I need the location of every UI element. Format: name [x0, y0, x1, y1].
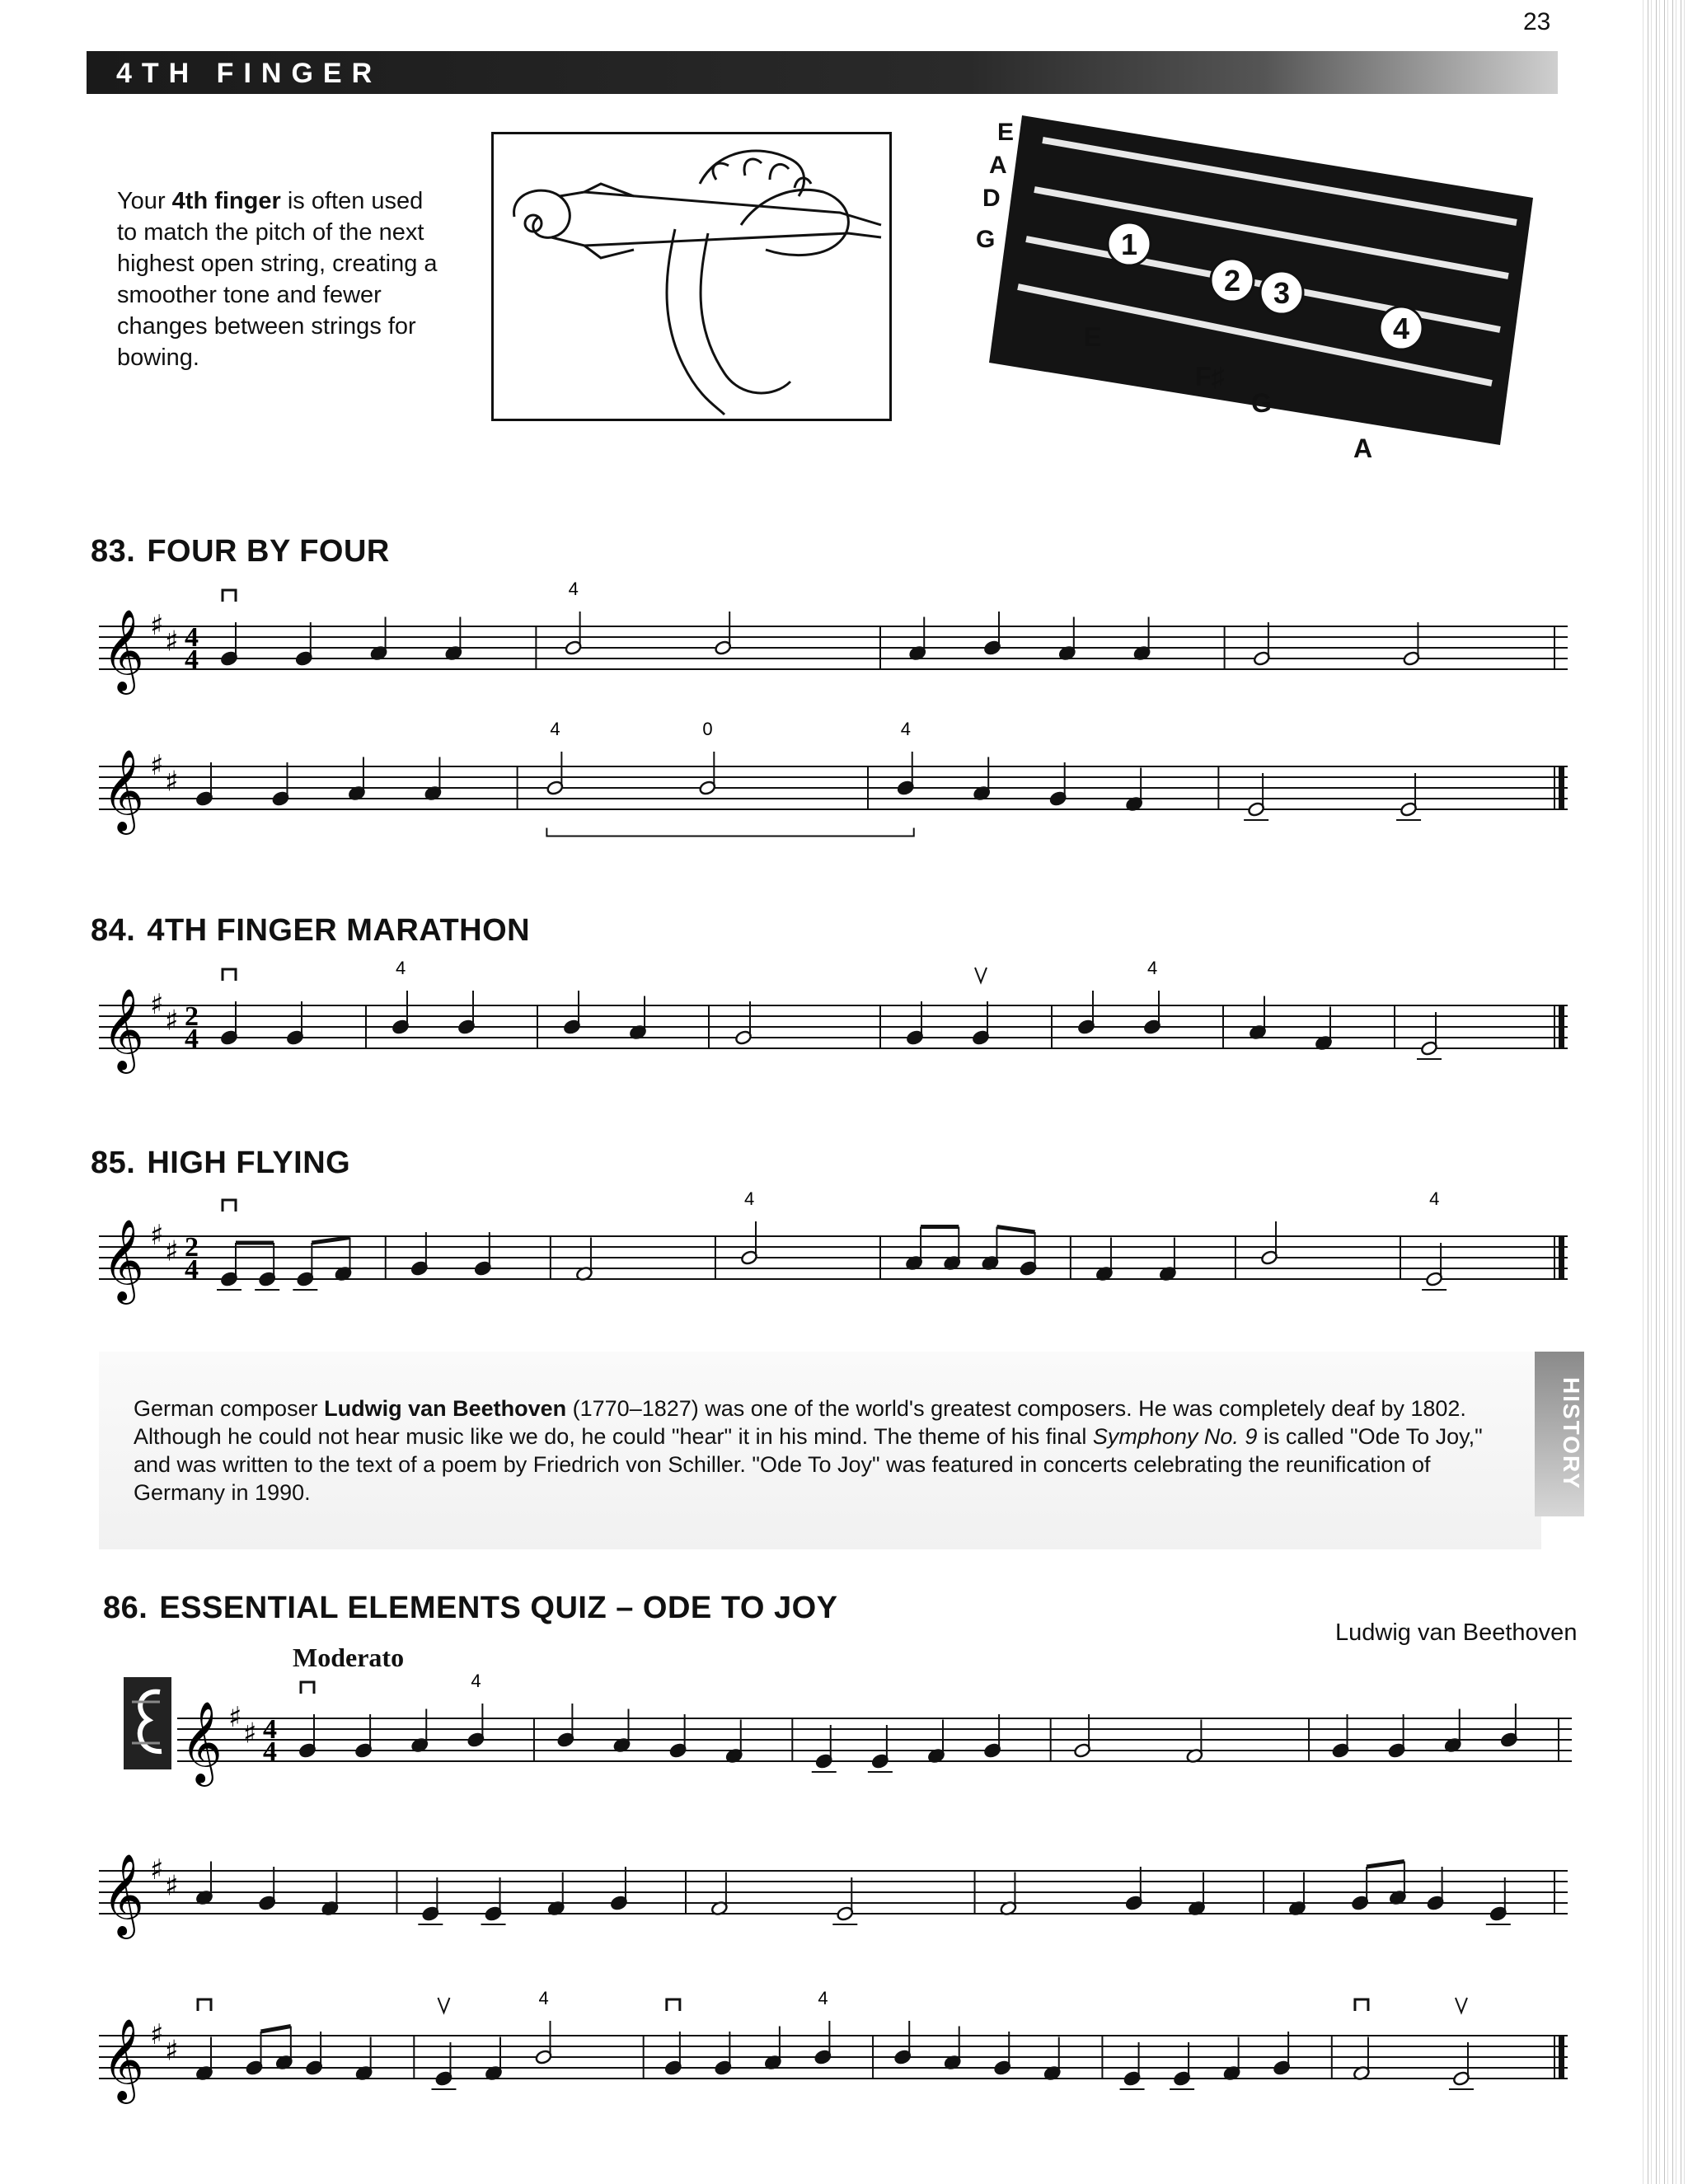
beam	[261, 2027, 291, 2032]
treble-clef-icon: 𝄞	[102, 609, 144, 691]
intro-text	[117, 185, 447, 373]
string-label-g: G	[976, 226, 996, 253]
sharp-icon: ♯	[165, 1235, 179, 1268]
fingering-number: 0	[702, 719, 713, 739]
history-text: German composer Ludwig van Beethoven (1770–1827) was one of the world's greatest composers. He was completely deaf by 1802. Although he could not hear music like we do, he could "hear" it in his mind. The theme of his final Symphony No. 9 is called "Ode To Joy," and was written to the text of a poem by Friedrich von Schiller. "Ode To Joy" was featured in concerts celebrating the reunification of Germany in 1990.	[134, 1396, 1483, 1505]
up-bow-icon	[438, 1998, 449, 2013]
final-barline	[1559, 2036, 1564, 2079]
section-banner	[87, 51, 1558, 94]
fingering-number: 4	[900, 719, 911, 739]
down-bow-icon	[301, 1682, 314, 1694]
note-label-g: G	[1251, 388, 1272, 418]
sharp-icon: ♯	[165, 765, 179, 799]
final-barline	[1559, 1236, 1564, 1279]
sharp-icon: ♯	[165, 2034, 179, 2068]
fingering-number: 4	[538, 1988, 549, 2008]
string-label-e: E	[997, 119, 1015, 146]
sharp-icon: ♯	[165, 1004, 179, 1038]
violin-hand-illustration	[491, 132, 892, 421]
string-label-a: A	[989, 152, 1007, 179]
treble-clef-icon: 𝄞	[102, 1854, 144, 1936]
time-signature-top: 4	[185, 622, 199, 653]
down-bow-icon	[223, 969, 236, 981]
staff-83-line-2	[99, 717, 1574, 882]
binding-spine	[1640, 0, 1688, 2184]
exercise-85-title: 85. HIGH FLYING	[91, 1146, 351, 1180]
sharp-icon: ♯	[150, 609, 164, 642]
history-tab	[1535, 1352, 1584, 1516]
composer-credit: Ludwig van Beethoven	[1335, 1619, 1578, 1646]
final-barline	[1559, 766, 1564, 809]
beam	[312, 1238, 349, 1244]
fingerboard-diagram	[964, 107, 1541, 486]
fingering-number: 4	[568, 579, 579, 599]
finger-3-label: 3	[1273, 276, 1291, 310]
exercise-83-title: 83. FOUR BY FOUR	[91, 534, 390, 569]
beam	[1367, 1862, 1404, 1868]
slur-bracket	[546, 828, 913, 837]
time-signature-bottom: 4	[185, 644, 199, 675]
note-label-a: A	[1353, 434, 1373, 463]
time-signature-bottom: 4	[185, 1024, 199, 1054]
sharp-icon: ♯	[150, 1219, 164, 1252]
staff-86-line-2	[99, 1821, 1574, 1945]
section-banner-title: 4TH FINGER	[116, 58, 382, 89]
up-bow-icon	[1456, 1998, 1467, 2013]
page-number: 23	[1523, 8, 1551, 35]
treble-clef-icon: 𝄞	[102, 988, 144, 1071]
intro-pre: Your	[117, 188, 172, 214]
exercise-86-title: 86. ESSENTIAL ELEMENTS QUIZ – ODE TO JOY	[103, 1591, 838, 1625]
time-signature-bottom: 4	[263, 1736, 277, 1767]
exercise-84-title: 84. 4TH FINGER MARATHON	[91, 913, 531, 948]
down-bow-icon	[198, 1999, 211, 2011]
staff-85	[99, 1187, 1574, 1310]
fingering-number: 4	[818, 1988, 828, 2008]
down-bow-icon	[223, 1200, 236, 1212]
treble-clef-icon: 𝄞	[102, 1219, 144, 1301]
finger-4-label: 4	[1392, 312, 1410, 345]
intro-post: is often used to match the pitch of the next highest open string, creating a smoother tone and fewer changes between strings for bowing.	[117, 188, 438, 371]
tempo-marking: Moderato	[293, 1643, 405, 1672]
time-signature-top: 2	[185, 1001, 199, 1032]
treble-clef-icon: 𝄞	[102, 749, 144, 832]
sharp-icon: ♯	[228, 1701, 242, 1734]
ee-logo-icon	[124, 1677, 171, 1769]
string-label-d: D	[982, 185, 1001, 212]
history-box	[99, 1352, 1541, 1549]
sharp-icon: ♯	[243, 1717, 257, 1750]
finger-1-label: 1	[1120, 227, 1138, 261]
sharp-icon: ♯	[150, 1854, 164, 1886]
down-bow-icon	[667, 1999, 680, 2011]
staff-86-line-1	[177, 1669, 1578, 1793]
down-bow-icon	[223, 590, 236, 602]
fingering-number: 4	[744, 1188, 755, 1209]
treble-clef-icon: 𝄞	[102, 2018, 144, 2101]
beam	[996, 1227, 1034, 1233]
finger-2-label: 2	[1223, 264, 1241, 298]
sharp-icon: ♯	[165, 625, 179, 658]
sharp-icon: ♯	[150, 988, 164, 1021]
sharp-icon: ♯	[150, 749, 164, 782]
fingering-number: 4	[1429, 1188, 1440, 1209]
time-signature-bottom: 4	[185, 1254, 199, 1285]
note-label-e: E	[1084, 322, 1102, 352]
intro-bold: 4th finger	[171, 188, 281, 214]
treble-clef-icon: 𝄞	[181, 1701, 223, 1783]
staff-83-line-1	[99, 577, 1574, 701]
staff-84	[99, 956, 1574, 1080]
fingering-number: 4	[550, 719, 560, 739]
up-bow-icon	[975, 968, 987, 982]
staff-86-line-3	[99, 1986, 1574, 2110]
history-tab-label: HISTORY	[1559, 1376, 1584, 1490]
sharp-icon: ♯	[150, 2018, 164, 2051]
time-signature-top: 4	[263, 1714, 277, 1745]
time-signature-top: 2	[185, 1232, 199, 1263]
fingering-number: 4	[471, 1671, 481, 1691]
down-bow-icon	[1355, 1999, 1368, 2011]
fingering-number: 4	[1147, 958, 1158, 978]
sharp-icon: ♯	[165, 1869, 179, 1903]
fingering-number: 4	[396, 958, 406, 978]
final-barline	[1559, 1005, 1564, 1048]
note-label-fsharp: F♯	[1195, 362, 1225, 391]
